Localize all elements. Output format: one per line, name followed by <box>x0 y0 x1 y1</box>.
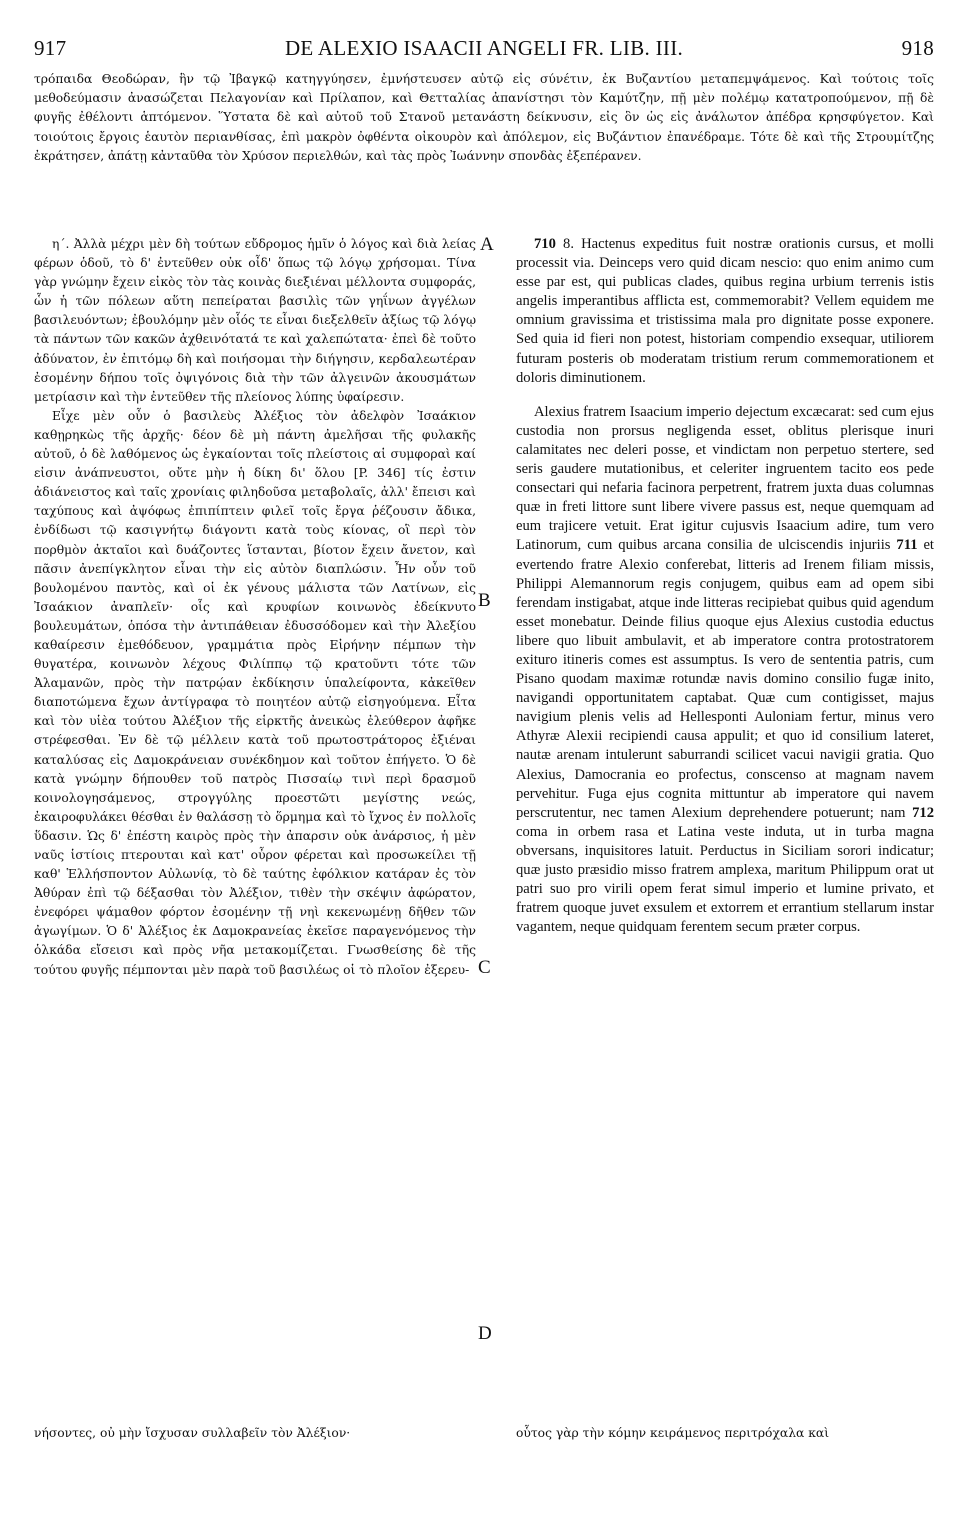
margin-letter-b: B <box>478 590 491 611</box>
latin-paragraph-1 <box>516 235 934 388</box>
latin-text: et evertendo fratre Alexio conferebat, litteris ad Irenem filiam missis, Philippi Alemannorum regis conjugem, quibus eam ad opem sibi ferendam instigabat, atque inde litteras recipiebat quibus quid agendum esset monebatur. Deinde filius quoque ejus Alexius custodia eductus libere quo libuit ambulavit, et ab imperatore contra protostratorem exituro itineris comes est assumptus. Is vero de sententia patris, cum Pisano quodam maximæ rotundæ navis domino consilio fugæ inito, navigandi opportunitatem captabat. Quæ cum contigisset, majus navigium plenis velis ad Hellesponti Auloniam fertur, minus vero Athyræ Alexii recipiendi causa appulit; et quo id consilium lateret, nautæ arenam intulerunt saburrandi scilicet vacui navigii gratia. Quo Alexius, Damocrania eo profectus, conscenso at magnam navem pervehitur. Fuga ejus cognita mittuntur ab imperatore qui navem perscrutentur, nec tamen Alexium deprehendere potuerunt; nam <box>516 537 934 821</box>
section-number: 710 <box>534 236 556 252</box>
page-number-left: 917 <box>34 36 67 60</box>
top-greek-paragraph <box>34 70 934 166</box>
page-number-right: 918 <box>901 36 934 60</box>
latin-text: coma in orbem rasa et Latina veste induta, ut in turba magna obversans, inquisitores latuit. Perductus in Siciliam sorori indicatur; quæ justo præsidio misso fratrem amplexa, maritum Philippum orat ut patri suo pro virili opem ferat simul imperio et lumine privato, et fratrem quoque juvet exsulem et extorrem et errantium stellarum instar vagantem, neque quidquam ferentem secum præter corpus. <box>516 823 934 936</box>
greek-text: νήσοντες, οὐ μὴν ἴσχυσαν συλλαβεῖν τὸν Ἀλέξιον· <box>34 1426 351 1440</box>
margin-letter-a: A <box>480 234 494 255</box>
latin-text: Alexius fratrem Isaacium imperio dejectum excæcarat: sed cum ejus custodia non prorsus negligenda esset, oblitus plerisque inuri calamitates nec deleri posse, et vindictam non perpetuo stertere, sed seris gaudere mutationibus, et celeriter ingruentem tacito eos pede consectari qui nefaria facinora perpetrent, fratrem juxta duas columnas quæ in freti littore sunt libere vivere passus est, neque quemquam ad eum trajicere vetuit. Erat igitur cujusvis Isaacium adire, tum vero Latinorum, cum quibus arcana consilia de ulciscendis injuriis <box>516 403 934 554</box>
section-number: 711 <box>896 537 918 554</box>
section-number: 712 <box>912 804 934 821</box>
greek-column <box>34 235 476 980</box>
running-title: DE ALEXIO ISAACII ANGELI FR. LIB. III. <box>284 36 684 60</box>
greek-paragraph-2: Εἶχε μὲν οὖν ὁ βασιλεὺς Ἀλέξιος τὸν ἀδελφὸν Ἰσαάκιον καθῃρηκὼς τῆς ἀρχῆς· δέον δὲ μὴ πάντη ἀμελῆσαι τῆς φυλακῆς αὐτοῦ, ὁ δὲ λαθόμενος ὡς ἐγκαίονται τοῖς πλείστοις αἱ συμφοραὶ καί εἰσιν ἀνάπνευστοι, οὔτε μὴν ἡ δίκη δι' ὅλου [P. 346] τίς ἐστιν ἀδιάνειστος καὶ ταῖς χρονίαις φιληδοῦσα μεταβολαῖς, ἀλλ' ἔπεισι καὶ ταχύπους καὶ ἀψόφως ἐπιπίπτειν φιλεῖ τοῖς ἔργα ῥέζουσιν ἄδικα, ἐνδίδωσι τῷ κασιγνήτῳ διάγοντι κατὰ τοὺς κίονας, οἳ περὶ τὸν πορθμὸν ἀκταῖοι καὶ δυάζοντες ἵστανται, βίοτον ἔχειν ἄνετον, καὶ πᾶσιν ἀνεπίγκλητον εἶναι τὴν εἰς αὐτὸν διαπλώσιν. Ἦν οὖν τοῦ βουλομένου παντὸς, καὶ οἱ ἐκ γένους μάλιστα τῶν Λατίνων, εἰς Ἰσαάκιον ἀναπλεῖν· οἷς καὶ κρυφίων κοινωνὸς ἐδείκνυτο βουλευμάτων, ὁπόσα τὴν ἀντιπάθειαν ἐδυσσόδομεν καὶ τὴν Ἀλεξίου καθαίρεσιν ἐμεθόδευον, γραμμάτια πρὸς Εἰρήνην πέμπων τὴν θυγατέρα, κοινωνὸν λέχους Φιλίππῳ τῷ κρατοῦντι τότε τῶν Ἀλαμανῶν, πρὸς τὴν πατρῴαν ἐκδίκησιν ὑπαλείφοντα, κἀκεῖθεν διαποτώμενα ἔχων ἀντίγραφα τὸ ποιητέον αὐτῷ εἰσηγούμενα. Εἶτα καὶ τὸν υἱὲα τούτου Ἀλέξιον τῆς εἱρκτῆς ἀνεικὼς ἐλεύθερον ἀφῆκε στρέφεσθαι. Ἐν δὲ τῷ μέλλειν κατὰ τοῦ πρωτοστράτορος ἐξιέναι καταλύσας εἰς Δαμοκράνειαν συνέκδημον καὶ τοῦτον ἐπήγετο. Ὁ δὲ κατὰ γνώμην δήπουθεν τοῦ πατρὸς Πισσαίῳ τινὶ περὶ δρασμοῦ κοινολογησάμενος, στρογγύλης προεστῶτι μεγίστης νεώς, ἐκαιροφυλάκει θέσθαι ἐν θαλάσσῃ τὸ ὅρμημα καὶ τὸ ἴχνος ἐν πολλοῖς ὕδασιν. Ὡς δ' ἐπέστη καιρὸς πρὸς τὴν ἀπαρσιν οὐκ ἀνάρσιος, ἡ μὲν ναῦς ἱστίοις πτερουται καὶ κατ' οὖρον φέρεται καὶ προσωκείλει τῇ καθ' Ἑλλήσποντον Αὐλωνίᾳ, τὸ δὲ ταύτης ἐφόλκιον κατάραν ἐς τὸν Ἀθύραν ἐπὶ τῷ δέξασθαι τὸν Ἀλέξιον, τιθὲν τὴν σκέψιν ἀφώρατον, ἐνεφόρει ψάμαθον φόρτον ἐσομένην τῇ νηὶ κεκενωμένῃ δῆθεν τῶν ἀγωγίμων. Ὁ δ' Ἀλέξιος ἐκ Δαμοκρανείας ἐκεῖσε παραγενόμενος τὴν ὁλκάδα εἴσεισι καὶ πρὸς νῆα μετακομίζεται. Γνωσθείσης δὲ τῆς τούτου φυγῆς πέμπονται μὲν παρὰ τοῦ βασιλέως οἱ τὸ πλοῖον ἐξερευ- <box>34 408 476 977</box>
latin-column <box>516 235 934 937</box>
greek-text: οὗτος γὰρ τὴν κόμην κειράμενος περιτρόχαλα καὶ <box>516 1426 830 1440</box>
running-head <box>34 36 934 60</box>
margin-letter-d: D <box>478 1323 492 1344</box>
margin-letter-c: C <box>478 957 491 978</box>
latin-text: 8. Hactenus expeditus fuit nostræ orationis cursus, et molli processit via. Deinceps vero quid dicam nescio: quo enim animo cum esse par est, qui publicas clades, quibus regina urbium terrenis istis angelis imperantibus afflicta est, commemorabit? Vellem equidem me omnium gravissima et tristissima mala pro dignitate posse exponere. Sed quia id fieri non potest, historiam compendio exsequar, utiliorem futuram posteris ob moderatam tristium rerum commemorationem et doloris diminutionem. <box>516 236 934 386</box>
greek-text-block: τρόπαιδα Θεοδώραν, ἣν τῷ Ἰβαγκῷ κατηγγύησεν, ἐμνήστευσεν αὐτῷ εἰς σύνέτιν, ἐκ Βυζαντίου μεταπεμψάμενος. Καὶ τούτοις τοῖς μεθοδεύμασιν ἀνασώζεται Πελαγονίαν καὶ Πρίλαπον, καὶ Θετταλίας ἀπανίστησι τὸν Καμύτζην, πῇ μὲν πολέμῳ κατατροπούμενον, πῇ δὲ φυγῆς ἐθέλοντι ἁπτόμενον. Ὕστατα δὲ καὶ αὐτοῦ τοῦ Στανοῦ μετανάστη δείκνυσιν, εἰς ὃν ὡς εἰς ἀνάλωτον ἀπέδρα κρησφύγετον. Καὶ τοιούτοις ἔργοις ἑαυτὸν περιανθίσας, ἐπὶ μακρὸν ὀφθέντα οἰκουρὸν καὶ ἀπόλεμον, εἰς Βυζάντιον ἐπανέδραμε. Τότε δὲ καὶ τῆς Στρουμίτζης ἐκράτησεν, ἀπάτῃ κἀνταῦθα τὸν Χρύσον περιελθών, καὶ τὰς πρὸς Ἰωάννην σπονδὰς ἐξεπέρανεν. <box>34 72 934 163</box>
greek-paragraph-1: η΄. Ἀλλὰ μέχρι μὲν δὴ τούτων εὔδρομος ἡμῖν ὁ λόγος καὶ διὰ λείας φέρων ὁδοῦ, τὸ δ' ἐντεῦθεν οὐκ οἶδ' ὅπως τῷ λόγῳ χρήσομαι. Τίνα γὰρ γνώμην ἔχειν εἰκὸς τὸν τὰς κοινὰς διεξιέναι μέλλοντα συμφοράς, ὧν ἡ τῶν πόλεων αὕτη πεπείραται βασιλὶς τῶν γηΐνων ἀγγέλων βασιλευόντων; ἐβουλόμην μὲν οἷός τε εἶναι διεξελθεῖν ἀξίως τῷ λόγῳ τὰ πάντων τῶν κακῶν ἀχθεινότατά τε καὶ χαλεπώτατα· ἐπεὶ δὲ τοῦτο ἀδύνατον, ἐν ἐπιτόμῳ δὴ καὶ ποιήσομαι τὴν διήγησιν, κερδαλεωτέραν ἐσομένην δήπου τοῖς ὀψιγόνοις διὰ τὴν τῶν ἀλγεινῶν ἀκουσμάτων μετρίασιν καὶ τὴν ἐντεῦθεν τῆς πλείονος λύπης ὑφαίρεσιν. <box>34 237 476 404</box>
latin-paragraph-2 <box>516 403 934 938</box>
